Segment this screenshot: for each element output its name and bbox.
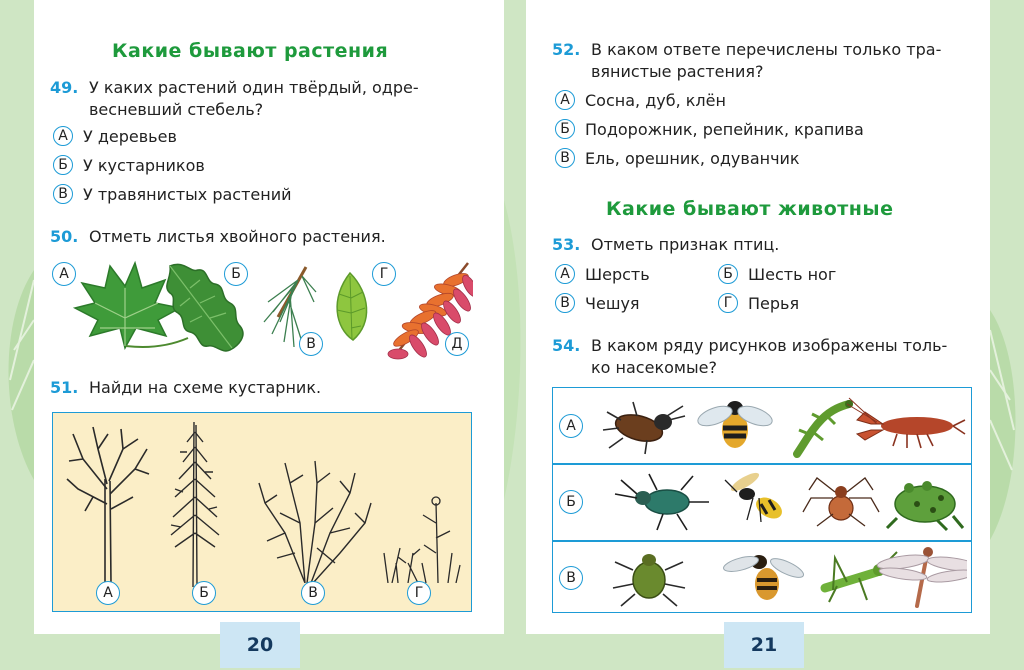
option-text: Шерсть xyxy=(585,264,650,284)
q53-option-c[interactable] xyxy=(555,293,640,313)
question-53-number: 53. xyxy=(552,235,581,254)
q53-option-b[interactable] xyxy=(718,264,836,284)
animal-row-label-v[interactable]: В xyxy=(559,566,583,590)
section-title-animals: Какие бывают животные xyxy=(606,198,894,220)
crayfish-image xyxy=(847,398,965,448)
question-49-line2: весневший стебель? xyxy=(89,100,264,119)
chafer-beetle-image xyxy=(613,554,685,606)
question-54-line2: ко насекомые? xyxy=(591,358,717,377)
question-52-line2: вянистые растения? xyxy=(591,62,764,81)
plant-scheme-box xyxy=(52,412,472,612)
animal-row-b-images xyxy=(597,468,967,536)
question-50-number: 50. xyxy=(50,227,79,246)
animal-row-label-b[interactable]: Б xyxy=(559,490,583,514)
scheme-label-a[interactable]: А xyxy=(96,581,120,605)
q49-option-b[interactable] xyxy=(53,155,205,175)
animal-row-label-a[interactable]: А xyxy=(559,414,583,438)
page-number-left: 20 xyxy=(220,622,300,668)
option-letter: Г xyxy=(718,293,738,313)
animals-table xyxy=(552,387,972,613)
bumblebee-image xyxy=(695,401,774,448)
question-54-number: 54. xyxy=(552,336,581,355)
option-text: Подорожник, репейник, крапива xyxy=(585,119,864,139)
q49-option-a[interactable] xyxy=(53,126,177,146)
scheme-tree-a xyxy=(63,419,153,584)
option-text: Чешуя xyxy=(585,293,640,313)
leaf-label-b[interactable]: Б xyxy=(224,262,248,286)
birch-leaf-image xyxy=(325,268,375,348)
scheme-label-b[interactable]: Б xyxy=(192,581,216,605)
leaf-label-v[interactable]: В xyxy=(299,332,323,356)
question-50-text: Отметь листья хвойного растения. xyxy=(89,227,386,246)
option-letter: Б xyxy=(53,155,73,175)
spider-image xyxy=(803,478,879,526)
question-51-text: Найди на схеме кустарник. xyxy=(89,378,322,397)
option-letter: Б xyxy=(555,119,575,139)
background-leaf-decoration xyxy=(990,300,1024,600)
option-letter: А xyxy=(555,90,575,110)
question-49-number: 49. xyxy=(50,78,79,97)
question-53-text: Отметь признак птиц. xyxy=(591,235,780,254)
question-54-line1: В каком ряду рисунков изображены толь- xyxy=(591,336,948,355)
scheme-tree-b xyxy=(165,417,225,587)
animal-row-a-images xyxy=(597,394,967,458)
q53-option-a[interactable] xyxy=(555,264,650,284)
row-divider xyxy=(553,463,971,465)
question-52-line1: В каком ответе перечислены только тра- xyxy=(591,40,942,59)
scheme-label-g[interactable]: Г xyxy=(407,581,431,605)
q52-option-c[interactable] xyxy=(555,148,800,168)
leaf-label-a[interactable]: А xyxy=(52,262,76,286)
option-text: Перья xyxy=(748,293,800,313)
option-text: Шесть ног xyxy=(748,264,837,284)
q52-option-a[interactable] xyxy=(555,90,726,110)
section-title-plants: Какие бывают растения xyxy=(112,40,389,62)
option-text: У деревьев xyxy=(83,126,177,146)
dragonfly-image xyxy=(876,547,967,606)
option-letter: В xyxy=(53,184,73,204)
leaf-label-g[interactable]: Г xyxy=(372,262,396,286)
option-text: У кустарников xyxy=(83,155,205,175)
frog-image xyxy=(887,481,963,530)
option-letter: В xyxy=(555,293,575,313)
beetle-image xyxy=(603,402,685,454)
option-letter: А xyxy=(555,264,575,284)
question-52-number: 52. xyxy=(552,40,581,59)
page-number-right: 21 xyxy=(724,622,804,668)
scheme-shrub-v xyxy=(255,453,375,583)
option-text: Ель, орешник, одуванчик xyxy=(585,148,800,168)
scheme-label-v[interactable]: В xyxy=(301,581,325,605)
question-51-number: 51. xyxy=(50,378,79,397)
option-letter: А xyxy=(53,126,73,146)
q52-option-b[interactable] xyxy=(555,119,864,139)
option-text: У травянистых растений xyxy=(83,184,292,204)
scheme-grass-g xyxy=(378,493,463,583)
q49-option-c[interactable] xyxy=(53,184,292,204)
background-leaf-decoration xyxy=(0,260,34,560)
option-letter: В xyxy=(555,148,575,168)
option-text: Сосна, дуб, клён xyxy=(585,90,726,110)
row-divider xyxy=(553,540,971,542)
hornet-image xyxy=(722,554,806,600)
wasp-image xyxy=(725,470,786,523)
animal-row-v-images xyxy=(597,544,967,610)
lizard-image xyxy=(797,400,853,454)
option-letter: Б xyxy=(718,264,738,284)
ground-beetle-image xyxy=(615,474,709,530)
question-49-line1: У каких растений один твёрдый, одре- xyxy=(89,78,419,97)
leaf-label-d[interactable]: Д xyxy=(445,332,469,356)
q53-option-d[interactable] xyxy=(718,293,799,313)
background-leaf-decoration xyxy=(504,200,526,600)
